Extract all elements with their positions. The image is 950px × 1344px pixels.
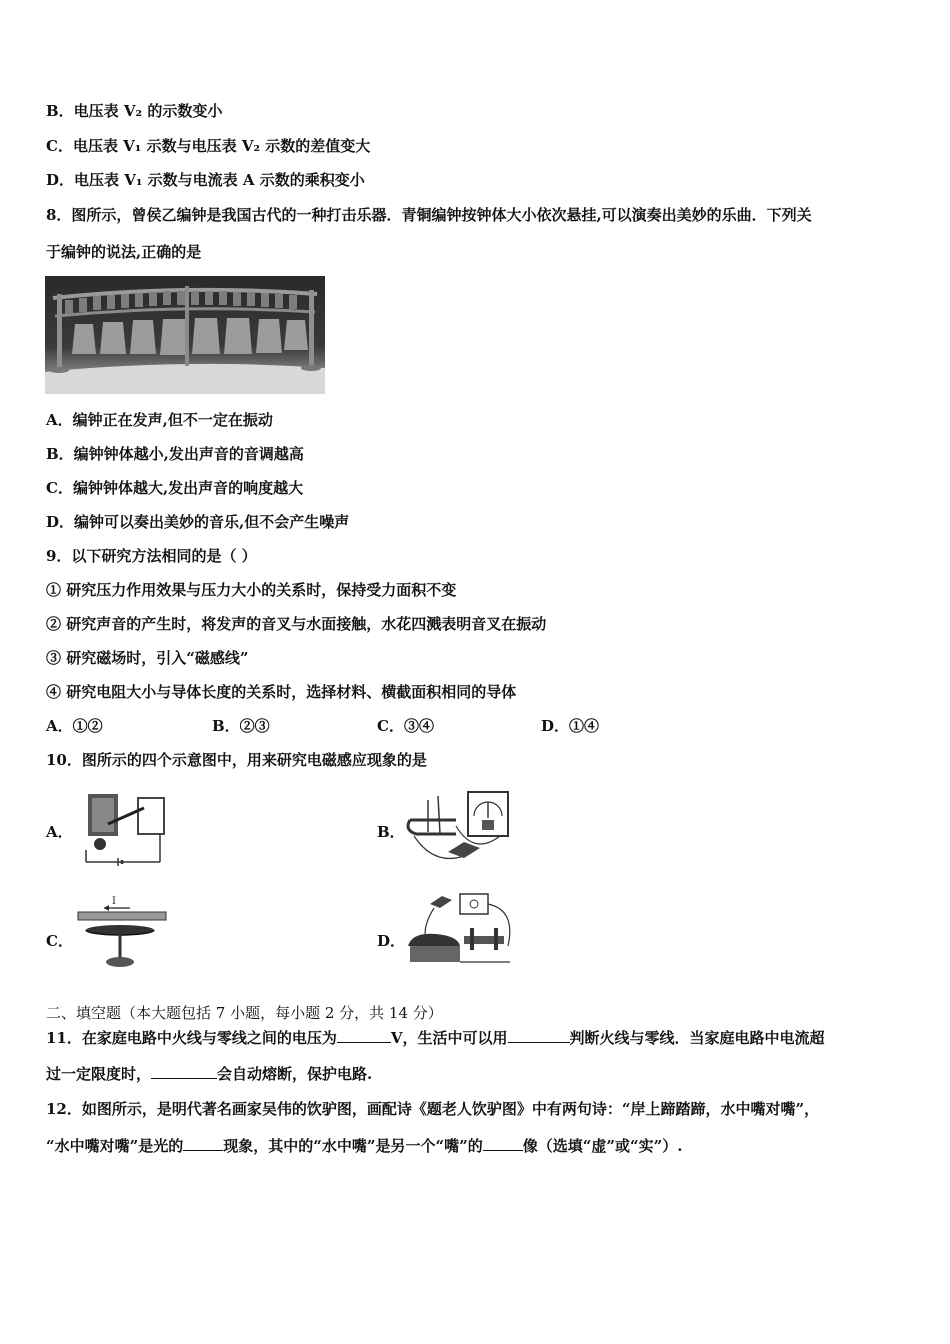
q9-item-2: ② 研究声音的产生时，将发声的音叉与水面接触，水花四溅表明音叉在振动: [46, 615, 547, 633]
q8-stem-line1: 8．图所示，曾侯乙编钟是我国古代的一种打击乐器．青铜编钟按钟体大小依次悬挂,可以演奏出美妙的乐曲．下列关: [46, 206, 812, 224]
q11-text-4: 过一定限度时，: [46, 1065, 152, 1083]
q8-stem-line2: 于编钟的说法,正确的是: [46, 243, 202, 261]
q8-option-b: B．编钟钟体越小,发出声音的音调越高: [46, 445, 304, 463]
q9-option-b: B．②③: [212, 717, 270, 735]
q8-option-a: A．编钟正在发声,但不一定在振动: [46, 411, 273, 429]
q12-line1: 12．如图所示，是明代著名画家吴伟的饮驴图，画配诗《题老人饮驴图》中有两句诗：“岸上蹄踏蹄，水中嘴对嘴”，: [46, 1100, 820, 1118]
q11-text-3: 判断火线与零线．当家庭电路中电流超: [569, 1029, 825, 1047]
q10-label-d: D．: [377, 932, 406, 950]
q10-figure-d: [404, 890, 518, 970]
q10-label-b: B．: [377, 823, 405, 841]
q11-text-1: 11．在家庭电路中火线与零线之间的电压为: [46, 1029, 337, 1047]
q12-blank-phenomenon: [183, 1136, 223, 1151]
q11-line1: [46, 1028, 825, 1048]
q12-text-3: 现象，其中的“水中嘴”是另一个“嘴”的: [223, 1137, 483, 1155]
q9-stem: 9．以下研究方法相同的是（ ）: [46, 547, 257, 565]
q10-figure-b: [404, 786, 516, 868]
q10-label-a: A．: [46, 823, 73, 841]
q10-figure-a: [78, 788, 168, 866]
q9-option-a: A．①②: [46, 717, 103, 735]
q11-blank-tool: [508, 1028, 570, 1043]
q9-item-1: ① 研究压力作用效果与压力大小的关系时，保持受力面积不变: [46, 581, 457, 599]
q8-option-c: C．编钟钟体越大,发出声音的响度越大: [46, 479, 304, 497]
q10-stem: 10．图所示的四个示意图中，用来研究电磁感应现象的是: [46, 751, 427, 769]
q11-blank-fuse: [151, 1064, 217, 1079]
q12-text-4: 像（选填“虚”或“实”）.: [522, 1137, 683, 1155]
current-label: I: [112, 896, 116, 907]
q9-option-c: C．③④: [377, 717, 434, 735]
q11-text-5: 会自动熔断，保护电路.: [217, 1065, 373, 1083]
section-2-heading: 二、填空题（本大题包括 7 小题，每小题 2 分，共 14 分）: [46, 1004, 443, 1022]
q9-option-d: D．①④: [541, 717, 600, 735]
q8-option-d: D．编钟可以奏出美妙的音乐,但不会产生噪声: [46, 513, 350, 531]
q12-text-2: “水中嘴对嘴”是光的: [46, 1137, 184, 1155]
q9-item-4: ④ 研究电阻大小与导体长度的关系时，选择材料、横截面积相同的导体: [46, 683, 517, 701]
bianzhong-photo: [45, 276, 325, 394]
q10-label-c: C．: [46, 932, 73, 950]
q9-options: [0, 716, 950, 736]
q11-blank-voltage: [337, 1028, 391, 1043]
q7-option-b: B．电压表 V₂ 的示数变小: [46, 102, 223, 120]
q12-line2: [46, 1136, 683, 1156]
q7-option-d: D．电压表 V₁ 示数与电流表 A 示数的乘积变小: [46, 171, 365, 189]
q9-item-3: ③ 研究磁场时，引入“磁感线”: [46, 649, 249, 667]
q12-blank-image-type: [483, 1136, 523, 1151]
q11-text-2: V，生活中可以用: [390, 1029, 508, 1047]
q10-figure-c: [76, 892, 168, 972]
q7-option-c: C．电压表 V₁ 示数与电压表 V₂ 示数的差值变大: [46, 137, 371, 155]
q11-line2: [46, 1064, 372, 1084]
